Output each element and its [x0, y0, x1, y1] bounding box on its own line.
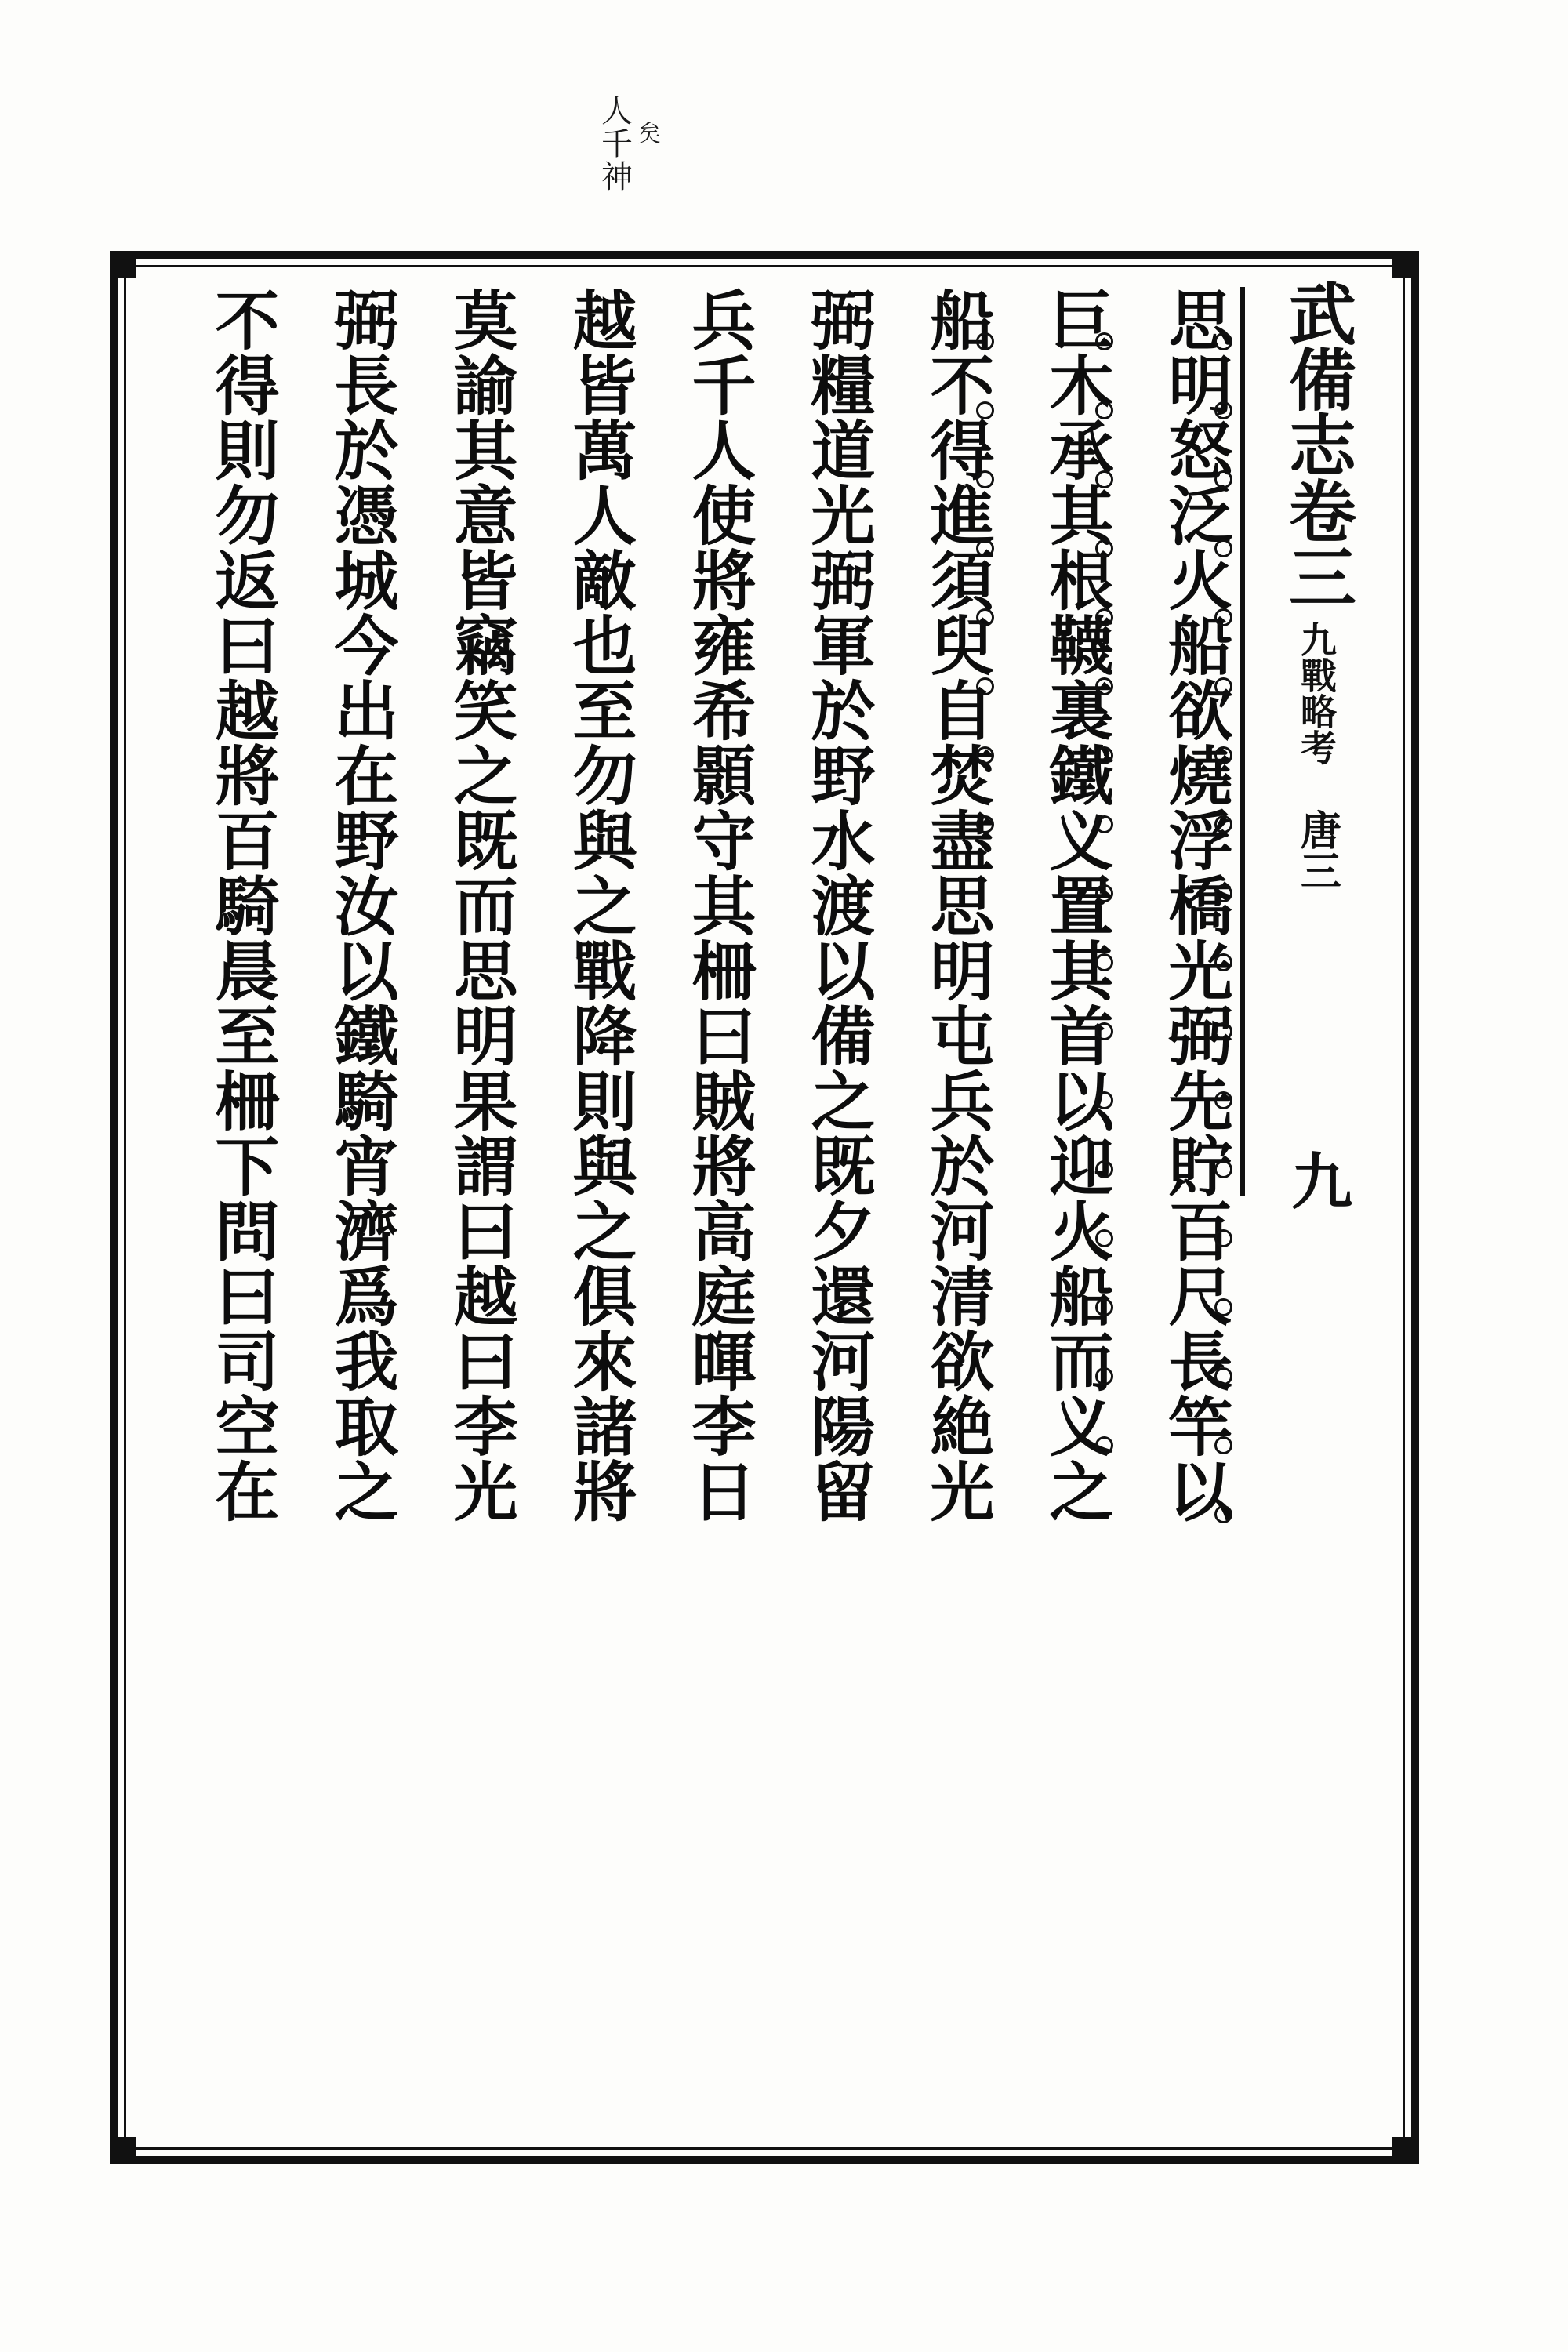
header-divider-rule [1240, 287, 1245, 1196]
text-column-content: 越皆萬人敵也至勿與之戰降則與之俱來諸將 [562, 287, 637, 1523]
text-column [633, 285, 757, 2132]
text-block-frame [110, 251, 1419, 2164]
section-label: 九戰略考 [1295, 621, 1338, 765]
text-column [991, 285, 1114, 2132]
margin-annotation-col-2: 人千神 [596, 94, 633, 193]
text-column-content: 弼長於憑城今出在野汝以鐵騎宵濟爲我取之 [324, 287, 399, 1523]
margin-annotation-col-1: 矣 [633, 121, 660, 146]
text-column-content: 思明怒泛火船欲燒浮橋光弼先貯百尺長竿以 [1158, 287, 1233, 1523]
corner-mark-bottom-left [110, 2137, 136, 2164]
text-column [753, 285, 876, 2132]
text-column-content: 莫諭其意皆竊笑之既而思明果謂曰越曰李光 [443, 287, 518, 1523]
text-column [1110, 285, 1233, 2132]
text-column [514, 285, 637, 2132]
body-text-columns [144, 285, 1233, 2132]
header-column [1258, 279, 1375, 2106]
text-column-content: 弼糧道光弼軍於野水渡以備之既夕還河陽留 [800, 287, 876, 1523]
page-number: 九 [1281, 1149, 1352, 1210]
dynasty-label: 唐三 [1293, 809, 1341, 891]
text-column [157, 285, 280, 2132]
book-title: 武備志卷三 [1277, 279, 1356, 608]
text-column-content: 兵千人使將雍希顥守其柵曰賊將高庭暉李日 [681, 287, 757, 1523]
corner-mark-top-right [1392, 251, 1419, 278]
text-column-content: 船不得進須臾自焚盡思明屯兵於河清欲絶光 [920, 287, 995, 1523]
corner-mark-top-left [110, 251, 136, 278]
text-column [276, 285, 399, 2132]
margin-annotation [517, 94, 659, 274]
text-column-content: 巨木承其根韈裏鐵义置其首以迎火船而义之 [1039, 287, 1114, 1523]
text-column-content: 不得則勿返曰越將百騎晨至柵下問曰司空在 [205, 287, 280, 1523]
text-column [395, 285, 518, 2132]
text-column [872, 285, 995, 2132]
corner-mark-bottom-right [1392, 2137, 1419, 2164]
